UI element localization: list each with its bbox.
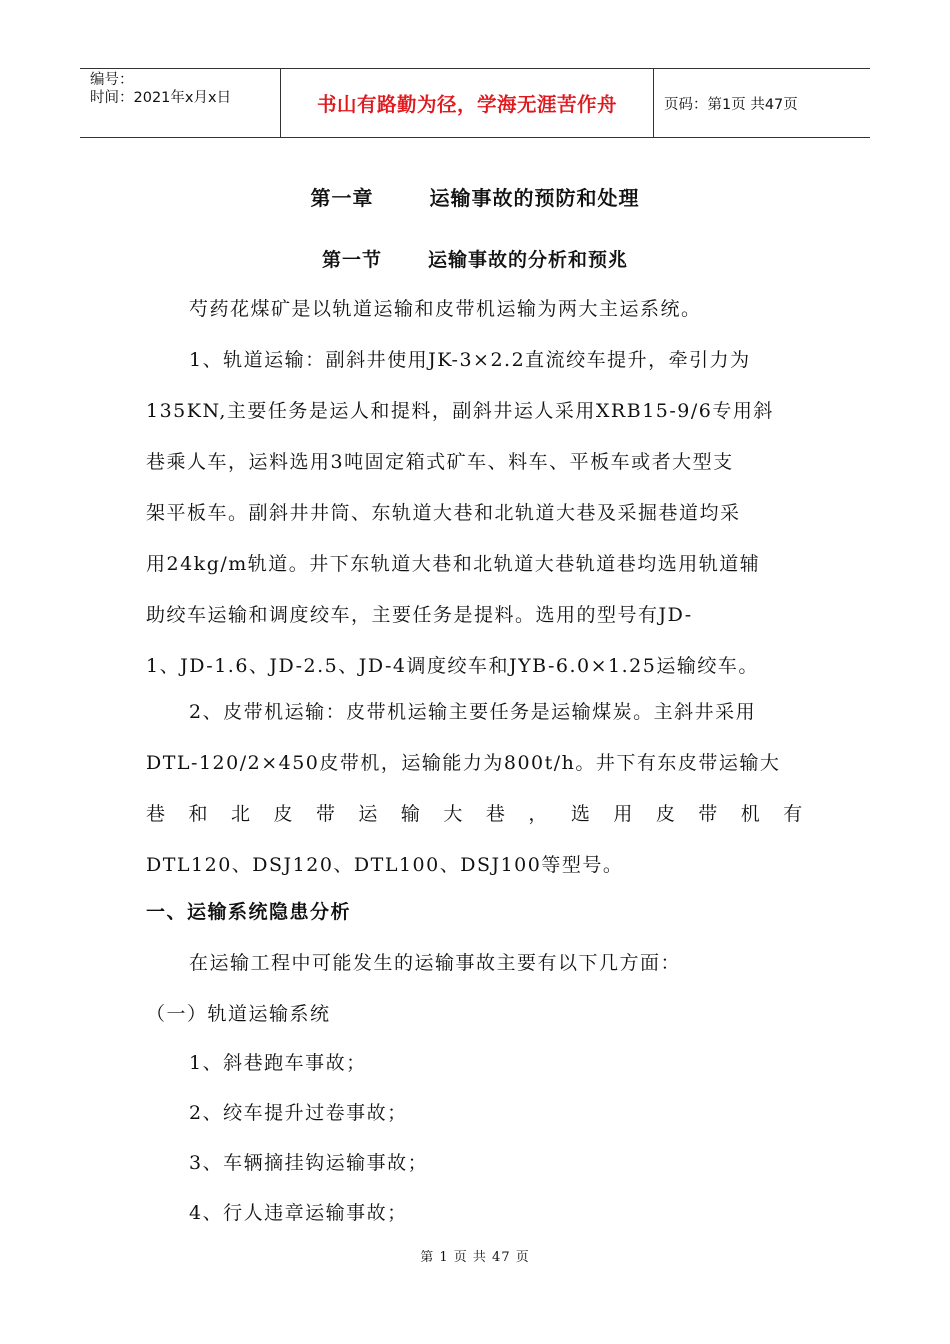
char: 和 bbox=[188, 803, 209, 825]
header-motto: 书山有路勤为径，学海无涯苦作舟 bbox=[280, 69, 654, 137]
list-item: 2、绞车提升过卷事故； bbox=[189, 1102, 408, 1124]
char: 巷 bbox=[146, 803, 167, 825]
char: 巷 bbox=[485, 803, 507, 825]
header-page-info: 页码：第1页 共47页 bbox=[664, 96, 798, 113]
list-item: 3、车辆摘挂钩运输事故； bbox=[189, 1152, 429, 1174]
paragraph-line: （一）轨道运输系统 bbox=[146, 1003, 331, 1025]
char: 皮 bbox=[273, 803, 294, 825]
section-name: 运输事故的分析和预兆 bbox=[428, 249, 629, 271]
char: 大 bbox=[443, 803, 464, 825]
paragraph-line: 架平板车。副斜井井筒、东轨道大巷和北轨道大巷及采掘巷道均采 bbox=[146, 502, 741, 524]
chapter-number: 第一章 bbox=[310, 186, 374, 210]
char: 输 bbox=[400, 803, 422, 825]
char: 运 bbox=[358, 803, 379, 825]
page-footer: 第 1 页 共 47 页 bbox=[420, 1250, 530, 1265]
paragraph-line: DTL120、DSJ120、DTL100、DSJ100等型号。 bbox=[146, 854, 624, 876]
header-meta bbox=[80, 69, 280, 137]
section-title bbox=[0, 245, 950, 272]
section-number: 第一节 bbox=[321, 249, 382, 271]
char: 有 bbox=[783, 803, 804, 825]
paragraph-line: 2、皮带机运输：皮带机运输主要任务是运输煤炭。主斜井采用 bbox=[189, 701, 757, 723]
paragraph-line: 助绞车运输和调度绞车，主要任务是提料。选用的型号有JD- bbox=[146, 604, 693, 626]
paragraph-line: 135KN,主要任务是运人和提料，副斜井运人采用XRB15-9/6专用斜 bbox=[146, 400, 774, 422]
paragraph-line: 在运输工程中可能发生的运输事故主要有以下几方面： bbox=[189, 952, 682, 974]
char: 用 bbox=[613, 803, 634, 825]
list-item: 4、行人违章运输事故； bbox=[189, 1202, 408, 1224]
time-label: 时间：2021年x月x日 bbox=[90, 90, 232, 106]
list-item: 1、斜巷跑车事故； bbox=[189, 1052, 367, 1074]
char: 选 bbox=[570, 803, 592, 825]
char: 机 bbox=[740, 803, 762, 825]
paragraph-line: 1、JD-1.6、JD-2.5、JD-4调度绞车和JYB-6.0×1.25运输绞车。 bbox=[146, 655, 759, 677]
char: 带 bbox=[315, 803, 337, 825]
paragraph-line: 巷乘人车，运料选用3吨固定箱式矿车、料车、平板车或者大型支 bbox=[146, 451, 734, 473]
char: 带 bbox=[698, 803, 719, 825]
paragraph-line: DTL-120/2×450皮带机，运输能力为800t/h。井下有东皮带运输大 bbox=[146, 752, 781, 774]
spread-line bbox=[146, 799, 804, 826]
paragraph-line: 用24kg/m轨道。井下东轨道大巷和北轨道大巷轨道巷均选用轨道辅 bbox=[146, 553, 761, 575]
chapter-name: 运输事故的预防和处理 bbox=[429, 186, 640, 210]
paragraph-line: 1、轨道运输：副斜井使用JK-3×2.2直流绞车提升，牵引力为 bbox=[189, 349, 751, 371]
char: 皮 bbox=[655, 803, 677, 825]
paragraph-line: 芍药花煤矿是以轨道运输和皮带机运输为两大主运系统。 bbox=[189, 298, 702, 320]
chapter-title bbox=[0, 182, 950, 211]
subsection-heading: 一、运输系统隐患分析 bbox=[146, 901, 352, 923]
page-header bbox=[80, 68, 870, 138]
char: ， bbox=[528, 803, 549, 825]
number-label: 编号： bbox=[90, 72, 134, 88]
char: 北 bbox=[230, 803, 252, 825]
